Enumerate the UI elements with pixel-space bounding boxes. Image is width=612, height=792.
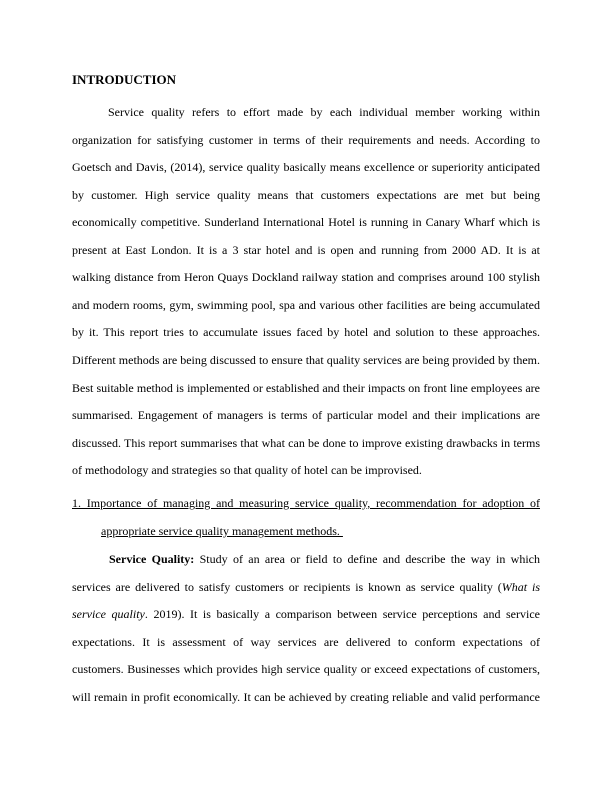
paragraph-line: customers. Businesses which provides high service quality or exceed expectations of customers, <box>72 662 540 676</box>
section-title-line: 1. Importance of managing and measuring service quality, recommendation for adoption of <box>72 496 540 510</box>
text: services are delivered to satisfy customers or recipients is known as service quality ( <box>72 580 502 594</box>
section-title-line: appropriate service quality management methods. <box>101 524 343 538</box>
paragraph-line: Goetsch and Davis, (2014), service quality basically means excellence or superiority anticipated <box>72 160 540 174</box>
paragraph-line: Best suitable method is implemented or established and their impacts on front line employees are <box>72 381 540 395</box>
paragraph-line: present at East London. It is a 3 star hotel and is open and running from 2000 AD. It is at <box>72 243 540 257</box>
paragraph-line: expectations. It is assessment of way services are delivered to conform expectations of <box>72 635 540 649</box>
paragraph-line <box>109 552 540 566</box>
section-heading-introduction: INTRODUCTION <box>72 72 177 87</box>
paragraph-line: organization for satisfying customer in terms of their requirements and needs. According to <box>72 133 540 147</box>
paragraph-line: by customer. High service quality means that customers expectations are met but being <box>72 188 540 202</box>
paragraph-line: of methodology and strategies so that quality of hotel can be improvised. <box>72 463 422 477</box>
paragraph-line: Different methods are being discussed to ensure that quality services are being provided by them. <box>72 353 540 367</box>
paragraph-line: walking distance from Heron Quays Dockland railway station and comprises around 100 stylish <box>72 270 540 284</box>
paragraph-line: summarised. Engagement of managers is terms of particular model and their implications are <box>72 408 540 422</box>
paragraph-line: discussed. This report summarises that what can be done to improve existing drawbacks in terms <box>72 436 540 450</box>
paragraph-line <box>72 607 540 621</box>
term-label: Service Quality: <box>109 552 195 566</box>
text: . 2019). It is basically a comparison between service perceptions and service <box>144 607 540 621</box>
paragraph-line: will remain in profit economically. It can be achieved by creating reliable and valid performance <box>72 690 540 704</box>
paragraph-line: economically competitive. Sunderland International Hotel is running in Canary Wharf which is <box>72 215 540 229</box>
paragraph-line <box>72 580 540 594</box>
paragraph-line: Service quality refers to effort made by each individual member working within <box>108 105 540 119</box>
citation-title: service quality <box>72 607 145 621</box>
paragraph-line: by it. This report tries to accumulate issues faced by hotel and solution to these approaches. <box>72 325 540 339</box>
citation-title: What is <box>501 580 540 594</box>
paragraph-line: and modern rooms, gym, swimming pool, spa and various other facilities are being accumulated <box>72 298 540 312</box>
text: Study of an area or field to define and describe the way in which <box>194 552 540 566</box>
